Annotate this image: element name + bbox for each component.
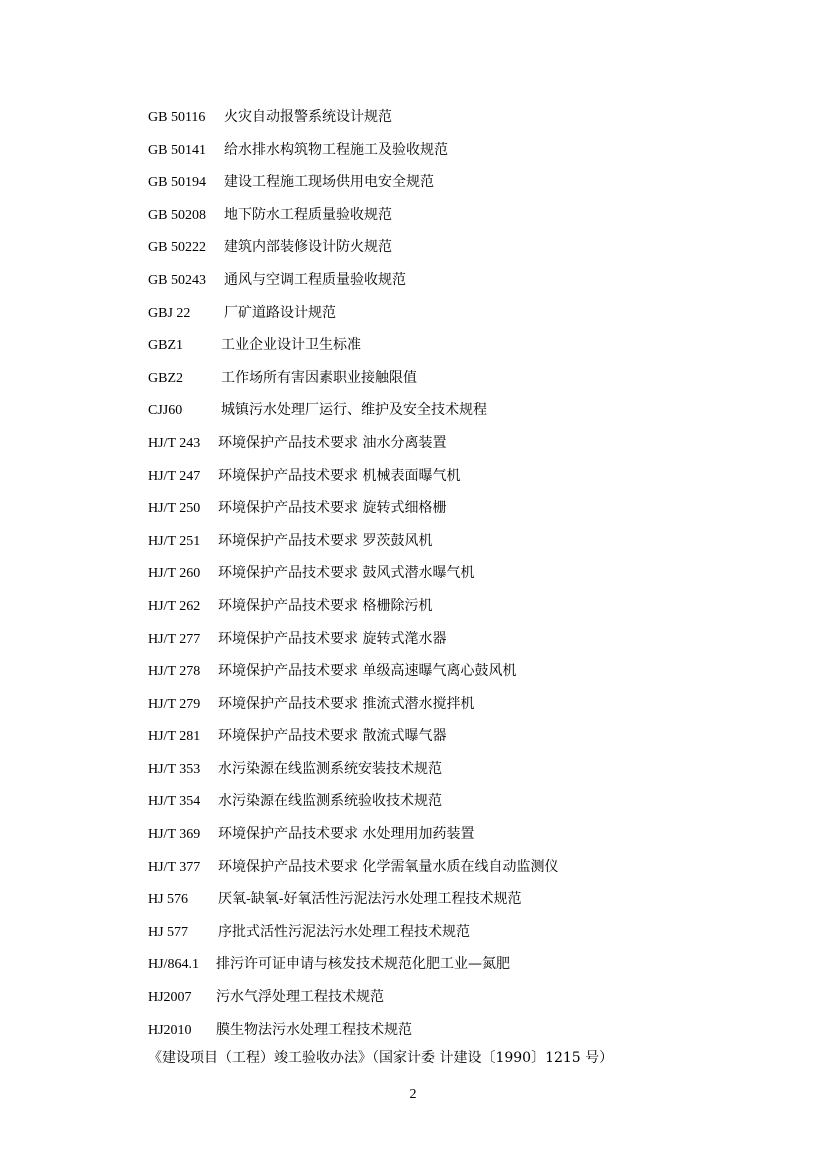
standard-title: 环境保护产品技术要求 水处理用加药装置 bbox=[218, 826, 475, 843]
standard-code: HJ/T 247 bbox=[148, 468, 201, 484]
standard-row bbox=[148, 496, 788, 529]
standard-title: 环境保护产品技术要求 旋转式细格栅 bbox=[218, 500, 447, 517]
standard-row bbox=[148, 105, 788, 138]
standard-title: 环境保护产品技术要求 机械表面曝气机 bbox=[218, 467, 461, 484]
standard-row bbox=[148, 235, 788, 268]
standard-title: 水污染源在线监测系统安装技术规范 bbox=[218, 760, 442, 777]
standard-code: HJ/T 243 bbox=[148, 435, 201, 451]
standard-title: 膜生物法污水处理工程技术规范 bbox=[216, 1021, 412, 1038]
standard-row bbox=[148, 822, 788, 855]
standard-title: 工业企业设计卫生标准 bbox=[221, 337, 361, 354]
standard-row bbox=[148, 561, 788, 594]
standard-code: GB 50222 bbox=[148, 240, 206, 256]
standard-row bbox=[148, 301, 788, 334]
standard-row bbox=[148, 333, 788, 366]
standard-row bbox=[148, 757, 788, 790]
standard-code: HJ 577 bbox=[148, 924, 189, 940]
standard-title: 环境保护产品技术要求 单级高速曝气离心鼓风机 bbox=[218, 663, 517, 680]
standards-list bbox=[148, 105, 788, 1050]
standard-row bbox=[148, 627, 788, 660]
standard-title: 水污染源在线监测系统验收技术规范 bbox=[218, 793, 442, 810]
standard-code: GBZ1 bbox=[148, 338, 183, 354]
standard-title: 建筑内部装修设计防火规范 bbox=[224, 239, 392, 256]
regulation-note: 《建设项目（工程）竣工验收办法》（国家计委 计建设〔1990〕1215 号） bbox=[148, 1050, 614, 1066]
standard-code: HJ/T 251 bbox=[148, 533, 201, 549]
standard-row bbox=[148, 920, 788, 953]
standard-row bbox=[148, 594, 788, 627]
standard-code: HJ2007 bbox=[148, 990, 192, 1006]
standard-row bbox=[148, 138, 788, 171]
standard-title: 排污许可证申请与核发技术规范化肥工业—氮肥 bbox=[216, 956, 510, 973]
standard-row bbox=[148, 887, 788, 920]
standard-code: GB 50208 bbox=[148, 207, 206, 223]
standard-row bbox=[148, 985, 788, 1018]
standard-code: HJ/T 262 bbox=[148, 598, 201, 614]
standard-code: HJ/T 369 bbox=[148, 827, 201, 843]
standard-row bbox=[148, 464, 788, 497]
standard-title: 给水排水构筑物工程施工及验收规范 bbox=[224, 141, 448, 158]
standard-row bbox=[148, 855, 788, 888]
standard-title: 环境保护产品技术要求 推流式潜水搅拌机 bbox=[218, 695, 475, 712]
standard-code: CJJ60 bbox=[148, 403, 183, 419]
standard-code: HJ/T 277 bbox=[148, 631, 201, 647]
standard-title: 环境保护产品技术要求 旋转式滗水器 bbox=[218, 630, 447, 647]
standard-row bbox=[148, 952, 788, 985]
standard-row bbox=[148, 529, 788, 562]
standard-row bbox=[148, 398, 788, 431]
standard-code: GBZ2 bbox=[148, 370, 183, 386]
standard-title: 厂矿道路设计规范 bbox=[224, 304, 336, 321]
standard-code: HJ/T 353 bbox=[148, 761, 201, 777]
standard-code: HJ 576 bbox=[148, 892, 189, 908]
page-number: 2 bbox=[409, 1087, 417, 1102]
standard-title: 城镇污水处理厂运行、维护及安全技术规程 bbox=[221, 402, 487, 419]
standard-code: HJ/T 354 bbox=[148, 794, 201, 810]
standard-title: 通风与空调工程质量验收规范 bbox=[224, 271, 406, 288]
standard-row bbox=[148, 659, 788, 692]
standard-code: HJ2010 bbox=[148, 1022, 192, 1038]
standard-row bbox=[148, 366, 788, 399]
standard-title: 环境保护产品技术要求 格栅除污机 bbox=[218, 597, 433, 614]
standard-title: 序批式活性污泥法污水处理工程技术规范 bbox=[218, 923, 470, 940]
standard-code: GB 50141 bbox=[148, 142, 206, 158]
standard-code: HJ/T 260 bbox=[148, 566, 201, 582]
standard-code: HJ/864.1 bbox=[148, 957, 199, 973]
standard-code: HJ/T 279 bbox=[148, 696, 201, 712]
standard-title: 工作场所有害因素职业接触限值 bbox=[221, 369, 417, 386]
standard-title: 污水气浮处理工程技术规范 bbox=[216, 989, 384, 1006]
standard-code: GB 50116 bbox=[148, 110, 206, 125]
standard-title: 环境保护产品技术要求 鼓风式潜水曝气机 bbox=[218, 565, 475, 582]
standard-row bbox=[148, 789, 788, 822]
standard-row bbox=[148, 724, 788, 757]
standard-row bbox=[148, 203, 788, 236]
standard-title: 地下防水工程质量验收规范 bbox=[224, 206, 392, 223]
standard-code: HJ/T 281 bbox=[148, 729, 201, 745]
standard-code: HJ/T 250 bbox=[148, 501, 201, 517]
standard-row bbox=[148, 268, 788, 301]
standard-code: GBJ 22 bbox=[148, 305, 191, 321]
standard-title: 环境保护产品技术要求 化学需氧量水质在线自动监测仪 bbox=[218, 858, 559, 875]
standard-code: HJ/T 278 bbox=[148, 664, 201, 680]
standard-title: 环境保护产品技术要求 散流式曝气器 bbox=[218, 728, 447, 745]
standard-row bbox=[148, 431, 788, 464]
standard-title: 建设工程施工现场供用电安全规范 bbox=[224, 174, 434, 191]
standard-code: GB 50194 bbox=[148, 175, 206, 191]
standard-title: 环境保护产品技术要求 油水分离装置 bbox=[218, 434, 447, 451]
standard-code: GB 50243 bbox=[148, 272, 206, 288]
standard-title: 厌氧-缺氧-好氧活性污泥法污水处理工程技术规范 bbox=[218, 891, 522, 908]
standard-title: 火灾自动报警系统设计规范 bbox=[224, 109, 392, 125]
standard-row bbox=[148, 692, 788, 725]
standard-row bbox=[148, 170, 788, 203]
standard-title: 环境保护产品技术要求 罗茨鼓风机 bbox=[218, 532, 433, 549]
standard-code: HJ/T 377 bbox=[148, 859, 201, 875]
